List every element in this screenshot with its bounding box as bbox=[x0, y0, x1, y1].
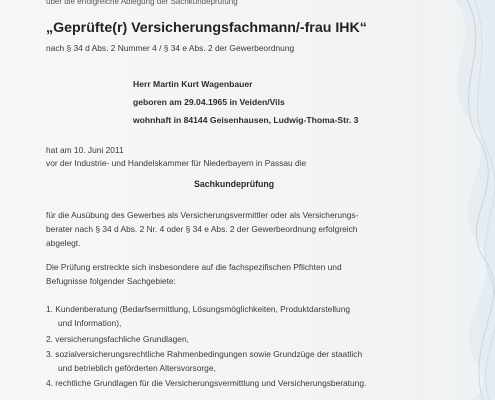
intro-line: über die erfolgreiche Ablegung der Sachkundeprüfung bbox=[46, 0, 238, 6]
topic-item: 4. rechtliche Grundlagen für die Versicherungsvermittlung und Versicherungsberatung. bbox=[46, 378, 367, 388]
person-birth: geboren am 29.04.1965 in Veiden/Vils bbox=[133, 97, 285, 107]
scope-line: Befugnisse folgender Sachgebiete: bbox=[46, 276, 176, 286]
scope-line: Die Prüfung erstreckte sich insbesondere auf die fachspezifischen Pflichten und bbox=[46, 262, 342, 272]
legal-basis: nach § 34 d Abs. 2 Nummer 4 / § 34 e Abs. 2 der Gewerbeordnung bbox=[46, 43, 295, 53]
topic-item: 3. sozialversicherungsrechtliche Rahmenbedingungen sowie Grundzüge der staatlich bbox=[46, 349, 363, 359]
topic-item-continuation: und Information), bbox=[58, 318, 122, 328]
topic-item-continuation: und betrieblich geförderten Altersvorsorge, bbox=[58, 363, 216, 373]
purpose-line: berater nach § 34 d Abs. 2 Nr. 4 oder § 34 e Abs. 2 der Gewerbeordnung erfolgreich bbox=[46, 224, 358, 234]
purpose-line: abgelegt. bbox=[46, 238, 81, 248]
exam-date: hat am 10. Juni 2011 bbox=[46, 145, 124, 155]
security-pattern-decoration bbox=[415, 0, 495, 400]
topic-item: 1. Kundenberatung (Bedarfsermittlung, Lösungsmöglichkeiten, Produktdarstellung bbox=[46, 304, 351, 314]
qualification-title: „Geprüfte(r) Versicherungsfachmann/-frau IHK“ bbox=[46, 20, 367, 36]
topic-item: 2. versicherungsfachliche Grundlagen, bbox=[46, 334, 189, 344]
chamber-line: vor der Industrie- und Handelskammer für Niederbayern in Passau die bbox=[46, 158, 307, 168]
purpose-line: für die Ausübung des Gewerbes als Versicherungsvermittler oder als Versicherungs- bbox=[46, 210, 359, 220]
person-address: wohnhaft in 84144 Geisenhausen, Ludwig-Thoma-Str. 3 bbox=[133, 115, 359, 125]
person-name: Herr Martin Kurt Wagenbauer bbox=[133, 79, 253, 89]
exam-name: Sachkundeprüfung bbox=[194, 179, 275, 189]
